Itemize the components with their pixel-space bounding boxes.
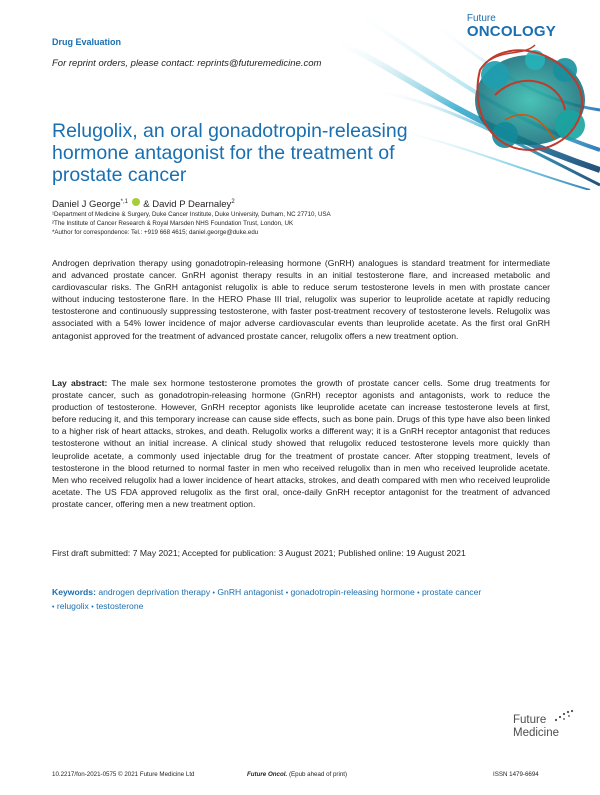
keyword[interactable]: gonadotropin-releasing hormone — [290, 587, 415, 597]
section-label: Drug Evaluation — [52, 37, 122, 47]
keyword-separator: • — [212, 590, 215, 597]
author-1: Daniel J George — [52, 199, 121, 210]
affiliation-2: ²The Institute of Cancer Research & Royal Marsden NHS Foundation Trust, London, UK — [52, 220, 294, 227]
journal-logo-small: Future — [466, 13, 496, 24]
orcid-icon[interactable] — [132, 198, 140, 206]
keyword[interactable]: GnRH antagonist — [217, 587, 284, 597]
keyword-separator: • — [91, 604, 94, 612]
affiliation-1: ¹Department of Medicine & Surgery, Duke Cancer Institute, Duke University, Durham, NC 27710, USA — [52, 211, 331, 218]
article-title: Relugolix, an oral gonadotropin-releasing hormone antagonist for the treatment of prostate cancer — [52, 120, 408, 186]
journal-logo-big: ONCOLOGY — [466, 23, 556, 40]
keyword[interactable]: androgen deprivation therapy — [98, 587, 211, 597]
publisher-logo-line1: Future — [513, 714, 547, 726]
author-2-sup: 2 — [231, 198, 235, 205]
keywords-label: Keywords: — [52, 587, 96, 597]
keyword-separator: • — [52, 604, 55, 612]
keyword[interactable]: relugolix — [56, 601, 89, 612]
author-2: David P Dearnaley — [152, 199, 232, 210]
author-line — [52, 198, 235, 210]
keyword[interactable]: testosterone — [96, 601, 144, 612]
footer-issn: ISSN 1479-6694 — [493, 771, 539, 778]
keyword-separator: • — [417, 590, 420, 597]
footer-epub: (Epub ahead of print) — [287, 771, 348, 778]
author-1-sup: *,1 — [120, 198, 128, 205]
publication-dates: First draft submitted: 7 May 2021; Accepted for publication: 3 August 2021; Published online: 19 August 2021 — [52, 548, 466, 558]
correspondence: *Author for correspondence: Tel.: +919 668 4615; daniel.george@duke.edu — [52, 229, 259, 236]
author-separator: & — [143, 199, 150, 210]
footer-doi: 10.2217/fon-2021-0575 © 2021 Future Medicine Ltd — [52, 771, 195, 778]
lay-abstract-label: Lay abstract: — [52, 378, 108, 388]
reprint-notice[interactable]: For reprint orders, please contact: reprints@futuremedicine.com — [52, 58, 322, 69]
lay-abstract — [52, 377, 550, 510]
footer-citation — [247, 771, 347, 778]
publisher-logo-line2: Medicine — [513, 727, 560, 739]
footer-journal: Future Oncol. — [247, 771, 288, 778]
keyword-separator: • — [285, 590, 289, 597]
lay-abstract-text: The male sex hormone testosterone promotes the growth of prostate cancer cells. Some drug treatments for prostate cancer, such as gonadotropin-releasing hormone (GnRH) receptor agonists and antagonists, work to reduce the production of testosterone. However, GnRH receptor agonists like leuprolide acetate can increase testosterone levels at first, before reducing it, and this temporary increase can cause side effects, such as bone pain. Drugs of this type have also been linked to a higher risk of heart attacks, strokes, and death. Relugolix works a different way; it is a GnRH receptor antagonist that reduces testosterone without an initial increase. A clinical study showed that relugolix reduced testosterone levels more quickly than leuprolide acetate, a commonly used injectable drug for the treatment of prostate cancer. After stopping treatment, levels of testosterone in the blood returned to normal faster in men who received relugolix than in men who received leuprolide acetate. Men who received relugolix had a lower incidence of heart attacks, strokes, and death compared with men who received leuprolide acetate. The US FDA approved relugolix as the first oral, once-daily GnRH receptor antagonist for the treatment of advanced prostate cancer, offering men a new treatment option. — [52, 378, 551, 509]
keyword[interactable]: prostate cancer — [421, 587, 482, 597]
journal-logo — [467, 14, 556, 39]
publisher-logo — [513, 714, 559, 740]
keywords — [52, 586, 550, 614]
abstract: Androgen deprivation therapy using gonadotropin-releasing hormone (GnRH) analogues is standard treatment for intermediate and advanced prostate cancer. GnRH agonist therapy results in an initial testosterone flare, and increased metabolic and cardiovascular risks. The GnRH antagonist relugolix is able to reduce serum testosterone levels in men with prostate cancer without inducing testosterone flare. In the HERO Phase III trial, relugolix was superior to leuprolide acetate at rapidly reducing testosterone and continuously suppressing testosterone, with faster post-treatment recovery of testosterone levels. Relugolix was associated with a 54% lower incidence of major adverse cardiovascular events than leuprolide acetate. As the first oral GnRH antagonist approved for the treatment of advanced prostate cancer, relugolix offers a new treatment option. — [52, 258, 550, 341]
